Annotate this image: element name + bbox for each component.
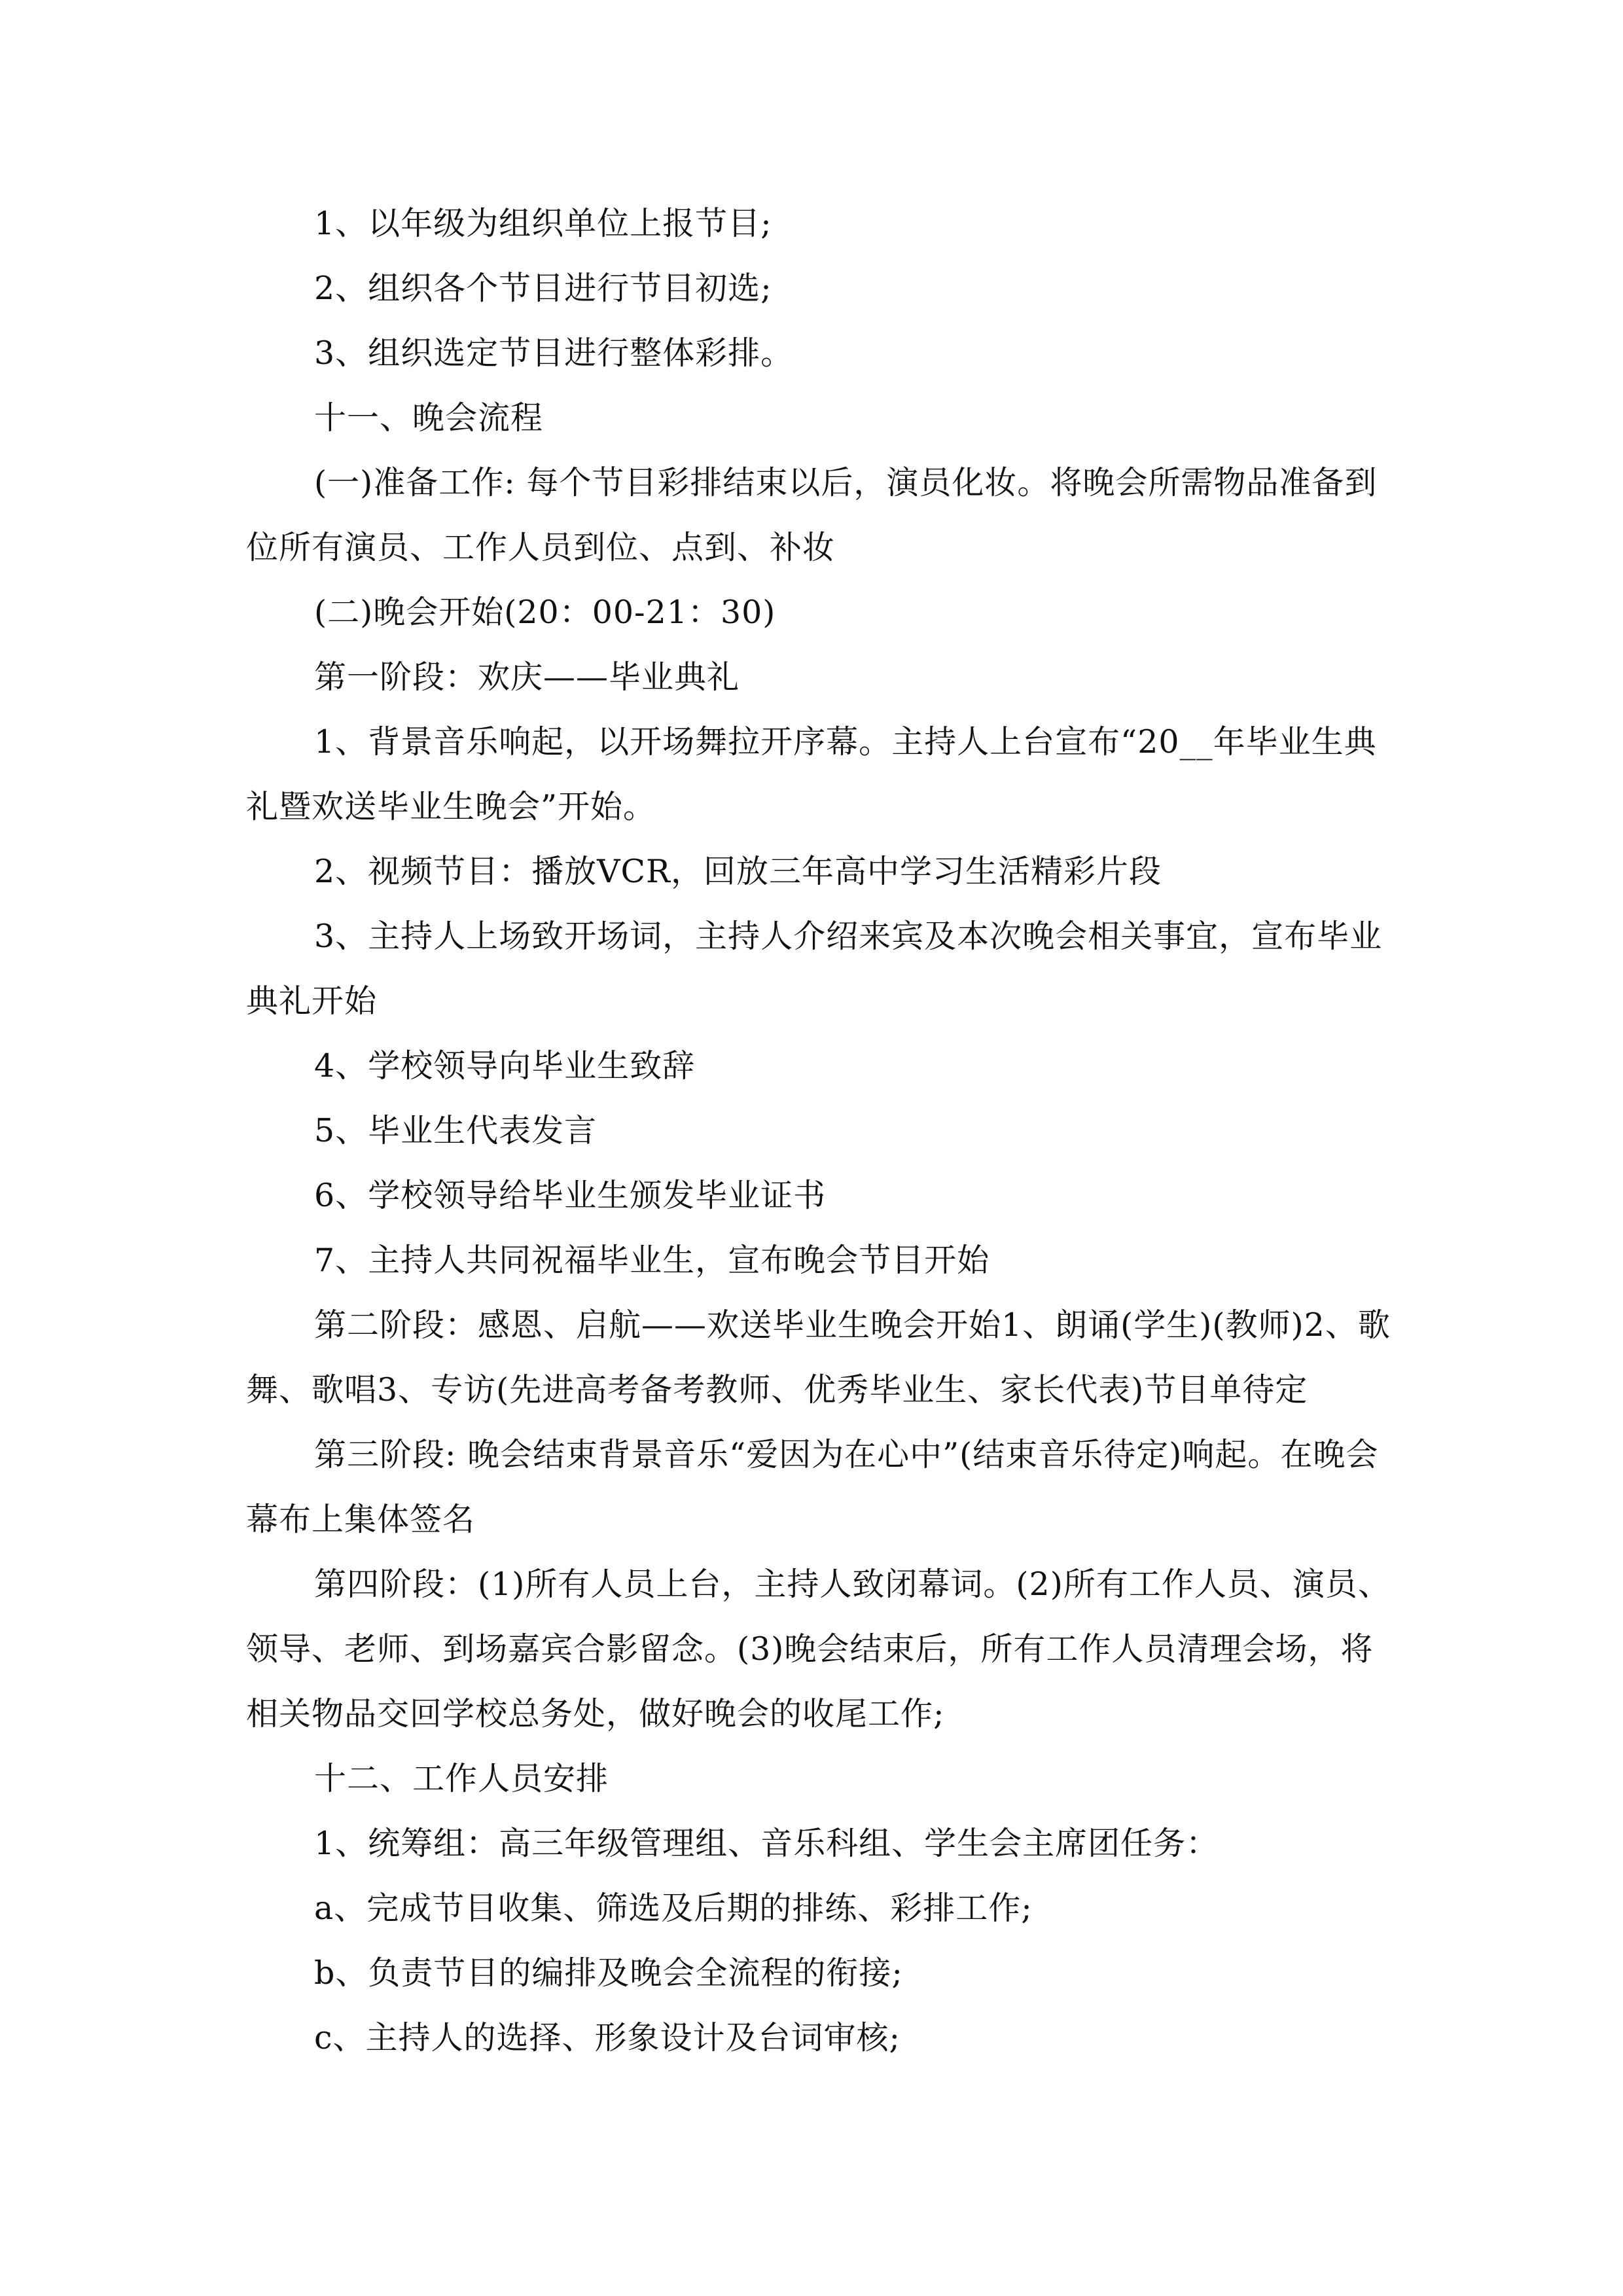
stage-1-item-6: 6、学校领导给毕业生颁发毕业证书 [314, 1177, 827, 1214]
staff-item-b: b、负责节目的编排及晚会全流程的衔接; [314, 1954, 903, 1992]
paragraph-preparation: (一)准备工作: 每个节目彩排结束以后，演员化妆。将晚会所需物品准备到位所有演员、工作人员到位、点到、补妆 [246, 464, 1378, 566]
staff-item-c: c、主持人的选择、形象设计及台词审核; [314, 2019, 901, 2056]
stage-1-item-4: 4、学校领导向毕业生致辞 [314, 1047, 696, 1085]
paragraph-3: 3、组织选定节目进行整体彩排。 [314, 334, 794, 372]
stage-1-item-3: 3、主持人上场致开场词，主持人介绍来宾及本次晚会相关事宜，宣布毕业典礼开始 [246, 918, 1383, 1020]
staff-item-a: a、完成节目收集、筛选及后期的排练、彩排工作; [314, 1890, 1033, 1927]
stage-2-paragraph: 第二阶段：感恩、启航——欢送毕业生晚会开始1、朗诵(学生)(教师)2、歌舞、歌唱3、专访(先进高考备考教师、优秀毕业生、家长代表)节目单待定 [246, 1306, 1391, 1408]
stage-1-item-5: 5、毕业生代表发言 [314, 1112, 597, 1149]
section-heading-11: 十一、晚会流程 [314, 399, 544, 437]
stage-1-item-2: 2、视频节目：播放VCR，回放三年高中学习生活精彩片段 [314, 853, 1162, 890]
paragraph-2: 2、组织各个节目进行节目初选; [314, 270, 772, 307]
stage-1-item-1: 1、背景音乐响起，以开场舞拉开序幕。主持人上台宣布“20__年毕业生典礼暨欢送毕业生晚会”开始。 [246, 723, 1377, 825]
paragraph-1: 1、以年级为组织单位上报节目; [314, 205, 772, 242]
stage-4-paragraph: 第四阶段：(1)所有人员上台，主持人致闭幕词。(2)所有工作人员、演员、领导、老师、到场嘉宾合影留念。(3)晚会结束后，所有工作人员清理会场，将相关物品交回学校总务处，做好晚会的收尾工作; [246, 1566, 1391, 1732]
stage-3-paragraph: 第三阶段: 晚会结束背景音乐“爱因为在心中”(结束音乐待定)响起。在晚会幕布上集体签名 [246, 1436, 1379, 1538]
document-body [246, 191, 1398, 2070]
section-heading-12: 十二、工作人员安排 [314, 1760, 609, 1797]
paragraph-start-time: (二)晚会开始(20：00-21：30) [314, 594, 776, 631]
stage-1-heading: 第一阶段：欢庆——毕业典礼 [314, 658, 740, 696]
stage-1-item-7: 7、主持人共同祝福毕业生，宣布晚会节目开始 [314, 1242, 990, 1279]
staff-item-1: 1、统筹组：高三年级管理组、音乐科组、学生会主席团任务： [314, 1825, 1219, 1862]
